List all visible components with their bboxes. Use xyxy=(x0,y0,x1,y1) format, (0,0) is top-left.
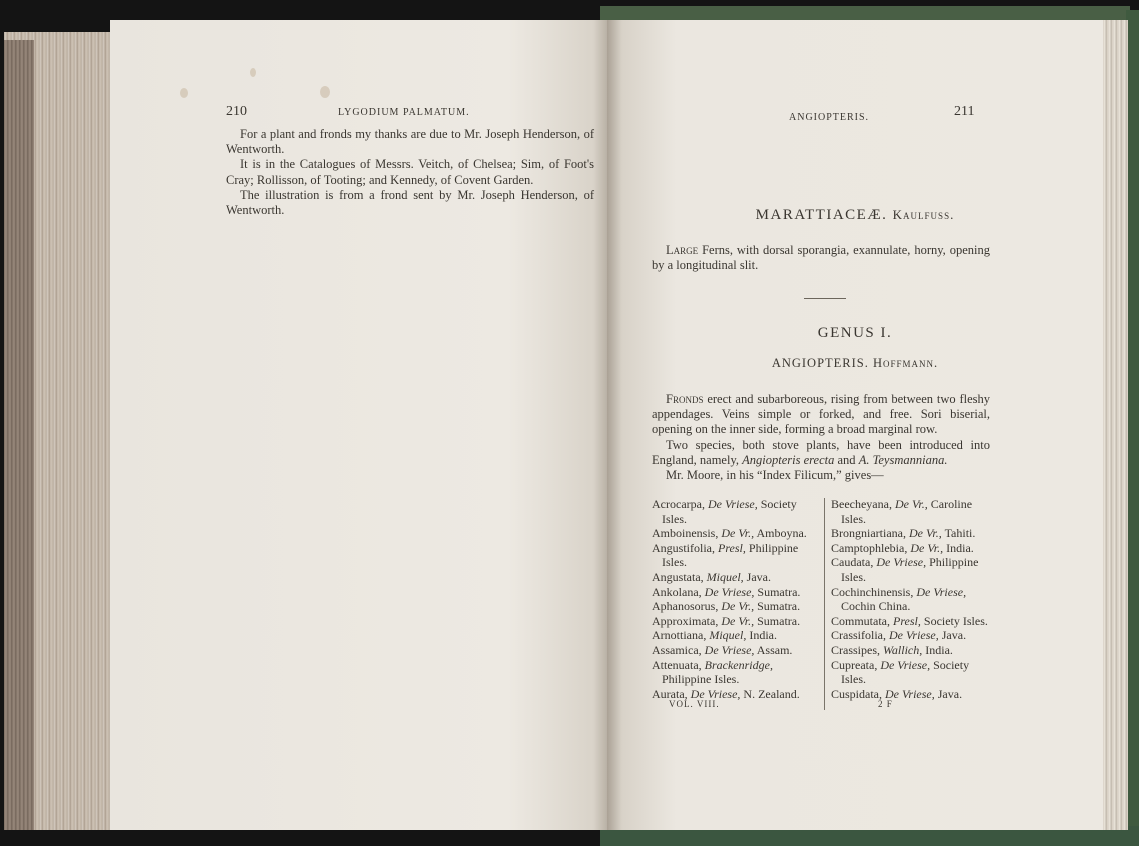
species-entry-author: De Vr., xyxy=(894,497,928,511)
species-entry xyxy=(652,497,820,526)
species-entry-locality: Society Isles. xyxy=(923,613,988,628)
species-entry-name: Attenuata, xyxy=(652,657,702,672)
page-number: 211 xyxy=(954,104,975,119)
species-entry-name: Caudata, xyxy=(831,555,874,570)
species-entry-author: De Vriese, xyxy=(880,657,931,672)
species-entry-locality: India. xyxy=(946,540,974,555)
paragraph: The illustration is from a frond sent by Mr. Joseph Henderson, of Wentworth. xyxy=(226,187,594,218)
species-entry-name: Camptophlebia, xyxy=(831,540,908,555)
species-entry-locality: Philippine Isles. xyxy=(662,540,799,570)
stain xyxy=(320,86,330,98)
species-entry-locality: Caroline Isles. xyxy=(841,497,973,526)
page-edges-left-dark xyxy=(4,40,34,830)
genus-name: ANGIOPTERIS. xyxy=(771,356,869,370)
species-entry-locality: Society Isles. xyxy=(662,497,797,526)
conjunction: and xyxy=(837,452,856,467)
species-entry-name: Commutata, xyxy=(831,613,890,628)
species-entry xyxy=(652,628,820,643)
species-entry xyxy=(652,585,820,600)
species-entry-name: Crassipes, xyxy=(831,642,880,657)
species-entry-author: De Vriese, xyxy=(707,497,758,511)
species-entry xyxy=(652,599,820,614)
species-entry-name: Angustata, xyxy=(652,569,704,584)
species-list-left xyxy=(652,497,820,701)
species-entry xyxy=(652,643,820,658)
species-entry-author: Miquel, xyxy=(709,628,747,643)
species-entry-author: Brackenridge, xyxy=(704,657,773,672)
species-entry xyxy=(831,585,993,614)
species-entry xyxy=(652,658,820,687)
genus-name-line xyxy=(607,356,1103,371)
species-entry-locality: Sumatra. xyxy=(757,599,801,614)
stain xyxy=(250,68,256,77)
species-entry xyxy=(831,628,993,643)
paragraph: It is in the Catalogues of Messrs. Veitch, of Chelsea; Sim, of Foot's Cray; Rollisson, of Tooting; and Kennedy, of Covent Garden. xyxy=(226,157,594,187)
body-text xyxy=(226,127,594,218)
species-entry-author: De Vr., xyxy=(721,613,755,628)
section-rule xyxy=(804,298,846,299)
species-entry-name: Acrocarpa, xyxy=(652,497,705,511)
species-entry xyxy=(652,570,820,585)
species-entry xyxy=(652,614,820,629)
genus-heading: GENUS I. xyxy=(817,325,893,341)
lead-word: Large xyxy=(666,243,699,257)
column-rule xyxy=(824,498,825,710)
family-author: Kaulfuss. xyxy=(892,207,955,222)
cover-top xyxy=(600,6,1130,20)
species-entry-locality: Java. xyxy=(937,686,963,701)
species-entry-name: Aphanosorus, xyxy=(652,599,719,614)
right-page xyxy=(607,20,1103,830)
species-entry xyxy=(831,687,993,702)
species-entry-locality: Society Isles. xyxy=(841,657,970,687)
running-head: ANGIOPTERIS. xyxy=(789,112,870,123)
species-entry xyxy=(831,555,993,584)
species-entry-locality: Tahiti. xyxy=(944,526,976,541)
left-page xyxy=(110,20,608,830)
species-entry xyxy=(831,497,993,526)
species-entry-name: Approximata, xyxy=(652,613,719,628)
species-entry-locality: Cochin China. xyxy=(841,599,911,614)
species-entry-name: Ankolana, xyxy=(652,584,702,599)
species-entry-author: De Vriese, xyxy=(876,555,927,570)
species-entry-name: Beecheyana, xyxy=(831,497,892,511)
species-entry-author: De Vriese, xyxy=(916,584,967,599)
species-entry-locality: N. Zealand. xyxy=(743,686,800,701)
species-entry xyxy=(831,658,993,687)
lead-word: Fronds xyxy=(666,392,704,406)
species-entry-author: De Vriese, xyxy=(704,584,755,599)
species-entry-author: Presl, xyxy=(893,613,921,628)
species-entry-name: Brongniartiana, xyxy=(831,526,906,541)
species-entry-locality: Java. xyxy=(941,628,967,643)
species-entry-author: Miquel, xyxy=(706,569,744,584)
family-desc: Ferns, with dorsal sporangia, exannulate, horny, opening by a longitudinal slit. xyxy=(652,243,990,273)
species-entry-name: Cochinchinensis, xyxy=(831,584,914,599)
family-heading xyxy=(607,207,1103,224)
species-entry-locality: India. xyxy=(925,642,953,657)
species-entry-name: Cuspidata, xyxy=(831,686,882,701)
species-entry xyxy=(831,614,993,629)
species-entry-author: De Vr., xyxy=(908,526,942,541)
stain xyxy=(180,88,188,98)
species-entry-name: Cupreata, xyxy=(831,657,878,672)
species-entry xyxy=(652,526,820,541)
running-head: LYGODIUM PALMATUM. xyxy=(338,107,470,118)
species-entry-name: Arnottiana, xyxy=(652,628,707,643)
species-entry-locality: Amboyna. xyxy=(756,526,807,541)
genus-description xyxy=(652,392,990,483)
species-entry-locality: Philippine Isles. xyxy=(841,555,979,584)
species-list-right xyxy=(831,497,993,701)
species-entry-locality: Sumatra. xyxy=(757,584,801,599)
species-entry-author: De Vriese, xyxy=(889,628,939,643)
species-entry-name: Angustifolia, xyxy=(652,540,715,555)
signature-mark: 2 F xyxy=(878,699,893,709)
genus-desc: erect and subarboreous, rising from between two fleshy appendages. Veins simple or forked, and free. Sori biserial, opening on the inner side, forming a broad marginal row. xyxy=(652,392,990,437)
species-entry-author: De Vriese, xyxy=(704,642,755,657)
species-entry-locality: Java. xyxy=(746,569,771,584)
species-name: Angiopteris erecta xyxy=(742,452,835,467)
paragraph: For a plant and fronds my thanks are due to Mr. Joseph Henderson, of Wentworth. xyxy=(226,127,594,157)
species-name: A. Teysmanniana. xyxy=(858,452,948,467)
species-entry-author: De Vr., xyxy=(910,540,944,555)
species-entry xyxy=(652,541,820,570)
species-entry xyxy=(831,643,993,658)
species-entry-name: Crassifolia, xyxy=(831,628,886,643)
species-entry-name: Assamica, xyxy=(652,642,702,657)
species-entry-locality: Sumatra. xyxy=(757,613,801,628)
species-entry-name: Aurata, xyxy=(652,686,688,701)
species-entry-author: De Vr., xyxy=(721,599,755,614)
volume-label: VOL. VIII. xyxy=(669,699,720,709)
species-entry-locality: Assam. xyxy=(756,642,793,657)
species-entry-author: De Vr., xyxy=(721,526,755,541)
species-entry-name: Amboinensis, xyxy=(652,526,719,541)
species-entry-author: Presl, xyxy=(718,540,746,555)
species-entry-locality: Philippine Isles. xyxy=(662,672,740,687)
index-intro: Mr. Moore, in his “Index Filicum,” gives— xyxy=(666,468,884,483)
species-entry xyxy=(831,541,993,556)
page-number: 210 xyxy=(226,104,247,119)
species-entry-author: De Vriese, xyxy=(885,686,935,701)
species-entry xyxy=(831,526,993,541)
genus-author: Hoffmann. xyxy=(873,356,939,370)
species-entry-author: De Vriese, xyxy=(690,686,741,701)
species-intro: Two species, both stove plants, have been introduced into England, namely, xyxy=(652,437,990,467)
family-name: MARATTIACEÆ. xyxy=(755,207,888,223)
species-entry-author: Wallich, xyxy=(883,642,923,657)
species-entry-locality: India. xyxy=(749,628,777,643)
family-description xyxy=(652,243,990,273)
